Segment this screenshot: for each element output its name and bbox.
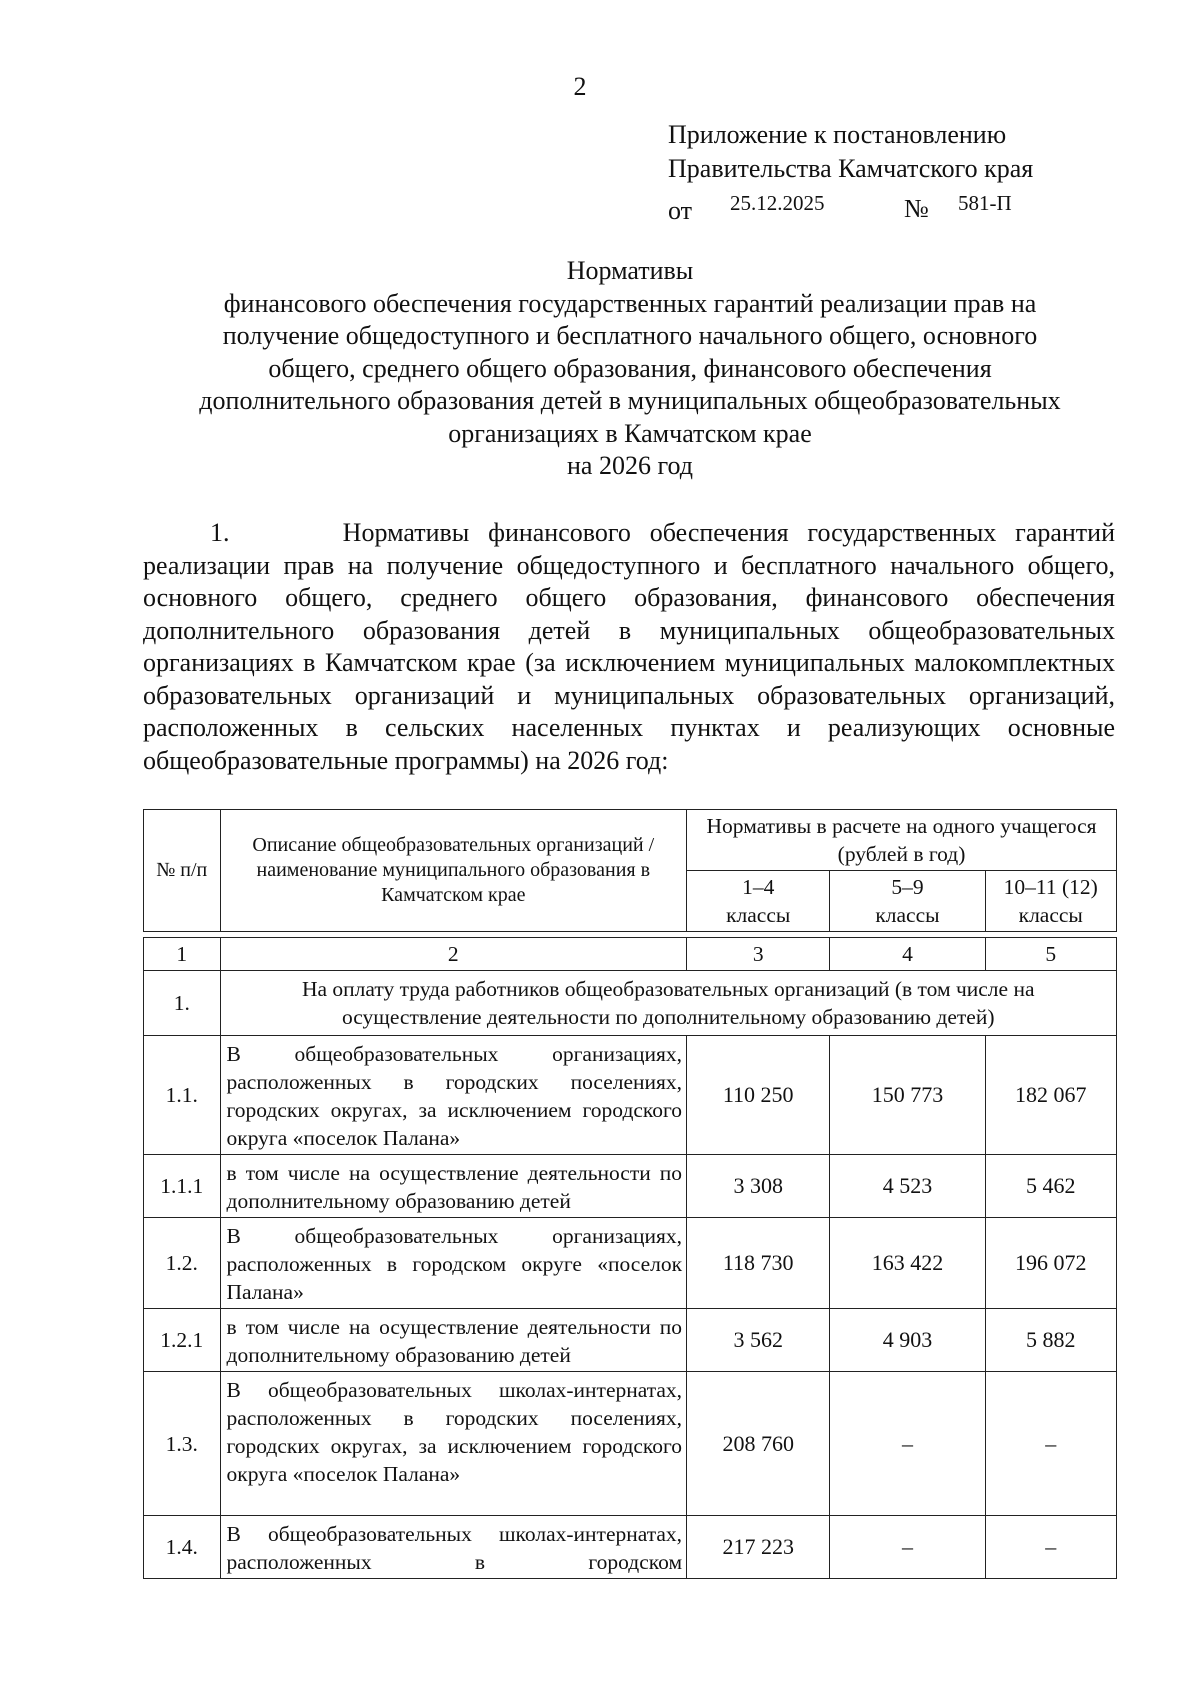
ot-label: от: [668, 196, 693, 225]
value-grade-10-11: 5 882: [985, 1309, 1116, 1372]
appendix-block: [668, 118, 1034, 225]
appendix-date-row: [668, 186, 1033, 225]
title-line-5: дополнительного образования детей в муниципальных общеобразовательных: [199, 386, 1061, 415]
row-description: В общеобразовательных школах-интернатах, расположенных в городских поселениях, городских округах, за исключением городского округа «поселок Палана»: [220, 1372, 687, 1516]
paragraph-1: 1. Нормативы финансового обеспечения государственных гарантий реализации прав на получение общедоступного и бесплатного начального общего, основного общего, среднего общего образования, финансового обеспечения дополнительного образования детей в муниципальных общеобразовательных организациях в Камчатском крае (за исключением муниципальных малокомплектных образовательных организаций и муниципальных образовательных организаций, расположенных в сельских населенных пунктах и реализующих основные общеобразовательные программы) на 2026 год:: [143, 518, 1115, 775]
row-num: 1.2.: [144, 1218, 221, 1309]
value-grade-5-9: 4 523: [830, 1155, 985, 1218]
value-grade-1-4: 3 308: [687, 1155, 830, 1218]
title-line-7: на 2026 год: [567, 451, 693, 480]
header-grade-1-4: [687, 871, 830, 932]
row-num: 1.4.: [144, 1516, 221, 1579]
grade-5-9-label: классы: [875, 903, 940, 927]
value-grade-10-11: 196 072: [985, 1218, 1116, 1309]
title-line-2: финансового обеспечения государственных гарантий реализации прав на: [223, 288, 1037, 318]
col-index-1: 1: [144, 938, 221, 971]
row-num: 1.1.1: [144, 1155, 221, 1218]
appendix-line-1: Приложение к постановлению: [668, 120, 1007, 149]
col-index-3: 3: [687, 938, 830, 971]
value-grade-5-9: 4 903: [830, 1309, 985, 1372]
title-line-3: получение общедоступного и бесплатного начального общего, основного: [222, 321, 1038, 350]
table-row: [144, 1516, 1117, 1579]
col-index-2: 2: [220, 938, 687, 971]
column-index-row: [144, 938, 1117, 971]
grade-10-11-label: классы: [1018, 903, 1083, 927]
value-grade-10-11: 182 067: [985, 1036, 1116, 1155]
row-description: в том числе на осуществление деятельности по дополнительному образованию детей: [220, 1155, 687, 1218]
value-grade-1-4: 208 760: [687, 1372, 830, 1516]
header-grade-10-11: [985, 871, 1116, 932]
resolution-number: 581-П: [958, 191, 1012, 215]
value-grade-10-11: 5 462: [985, 1155, 1116, 1218]
value-grade-5-9: –: [830, 1372, 985, 1516]
header-num: № п/п: [144, 810, 221, 932]
grade-10-11-range: 10–11 (12): [1003, 875, 1098, 899]
value-grade-10-11: –: [985, 1372, 1116, 1516]
row-num: 1.1.: [144, 1036, 221, 1155]
page-number: 2: [573, 72, 587, 101]
section-num: 1.: [144, 971, 221, 1036]
table-header-row: [144, 810, 1117, 871]
table-row: [144, 1036, 1117, 1155]
col-index-4: 4: [830, 938, 985, 971]
header-grade-5-9: [830, 871, 985, 932]
number-sign: №: [904, 194, 929, 223]
grade-1-4-range: 1–4: [742, 875, 775, 899]
title-line-4: общего, среднего общего образования, финансового обеспечения: [268, 353, 992, 383]
value-grade-1-4: 118 730: [687, 1218, 830, 1309]
row-description: В общеобразовательных организациях, расположенных в городском округе «поселок Палана»: [220, 1218, 687, 1309]
grade-1-4-label: классы: [726, 903, 791, 927]
row-num: 1.3.: [144, 1372, 221, 1516]
grade-5-9-range: 5–9: [891, 875, 924, 899]
value-grade-10-11: –: [985, 1516, 1116, 1579]
appendix-line-2: Правительства Камчатского края: [668, 154, 1034, 183]
row-description: в том числе на осуществление деятельности по дополнительному образованию детей: [220, 1309, 687, 1372]
value-grade-1-4: 110 250: [687, 1036, 830, 1155]
value-grade-1-4: 3 562: [687, 1309, 830, 1372]
value-grade-1-4: 217 223: [687, 1516, 830, 1579]
table-row: [144, 1309, 1117, 1372]
table-row: [144, 1372, 1117, 1516]
title-line-1: Нормативы: [566, 256, 694, 285]
title-line-6: организациях в Камчатском крае: [448, 418, 812, 448]
resolution-date: 25.12.2025: [730, 191, 825, 215]
norms-table: [143, 809, 1117, 1579]
document-title: [150, 255, 1110, 483]
table-row: [144, 1155, 1117, 1218]
col-index-5: 5: [985, 938, 1116, 971]
value-grade-5-9: 163 422: [830, 1218, 985, 1309]
row-description: В общеобразовательных школах-интернатах, расположенных в городском: [220, 1516, 687, 1579]
table-row: [144, 1218, 1117, 1309]
row-num: 1.2.1: [144, 1309, 221, 1372]
section-text: На оплату труда работников общеобразовательных организаций (в том числе на осуществление деятельности по дополнительному образованию детей): [220, 971, 1117, 1036]
row-description: В общеобразовательных организациях, расположенных в городских поселениях, городских округах, за исключением городского округа «поселок Палана»: [220, 1036, 687, 1155]
value-grade-5-9: 150 773: [830, 1036, 985, 1155]
header-description: Описание общеобразовательных организаций / наименование муниципального образования в Камчатском крае: [220, 810, 687, 932]
value-grade-5-9: –: [830, 1516, 985, 1579]
header-norms: Нормативы в расчете на одного учащегося (рублей в год): [687, 810, 1117, 871]
section-row: [144, 971, 1117, 1036]
